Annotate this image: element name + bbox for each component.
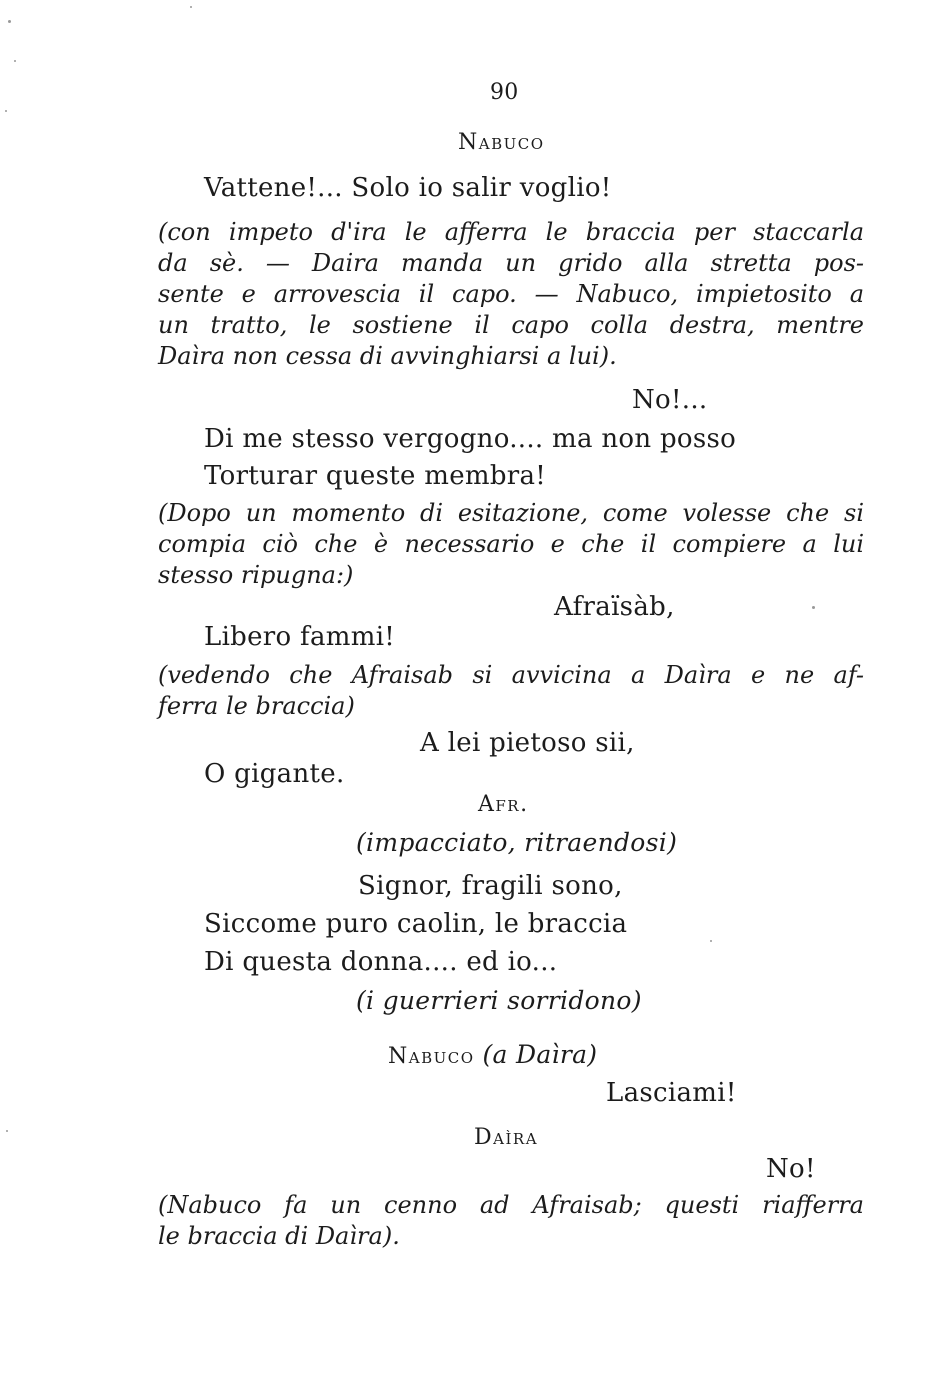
verse-line: Signor, fragili sono, (358, 871, 623, 901)
stage-direction-line: (vedendo che Afraisab si avvicina a Daìra e ne af- (158, 661, 864, 689)
stage-direction (158, 217, 864, 372)
scan-speck (14, 60, 16, 62)
verse-line: O gigante. (204, 759, 345, 789)
verse-line: Vattene!... Solo io salir voglio! (204, 173, 612, 203)
stage-direction: (impacciato, ritraendosi) (356, 828, 678, 857)
stage-direction-line: (con impeto d'ira le afferra le braccia per staccarla (158, 218, 864, 246)
verse-line: Afraïsàb, (554, 592, 675, 622)
speaker-heading: Nabuco (388, 1044, 475, 1069)
scan-speck (6, 1130, 8, 1132)
stage-direction-line: stesso ripugna:) (158, 561, 354, 589)
scan-speck (710, 940, 712, 942)
verse-line: Di me stesso vergogno.... ma non posso (204, 424, 737, 454)
scan-speck (812, 606, 815, 609)
stage-direction-line: sente e arrovescia il capo. — Nabuco, impietosito a (158, 280, 864, 308)
stage-direction-line: da sè. — Daira manda un grido alla stretta pos- (158, 249, 864, 277)
verse-line: Di questa donna.... ed io... (204, 947, 558, 977)
scan-speck (190, 6, 192, 8)
speaker-heading: Daìra (474, 1125, 539, 1150)
verse-line: No!... (632, 385, 708, 415)
verse-line: A lei pietoso sii, (420, 728, 635, 758)
speaker-line (388, 1040, 597, 1072)
verse-line: Libero fammi! (204, 622, 396, 652)
stage-direction: (i guerrieri sorridono) (356, 986, 642, 1015)
stage-direction-line: ferra le braccia) (158, 692, 355, 720)
stage-direction-line: (Dopo un momento di esitazione, come volesse che si (158, 499, 864, 527)
scan-speck (5, 110, 7, 112)
speaker-heading: Nabuco (458, 130, 545, 155)
verse-line: Torturar queste membra! (204, 461, 547, 491)
verse-line: Siccome puro caolin, le braccia (204, 909, 628, 939)
speaker-heading: Afr. (478, 792, 529, 817)
stage-direction: (a Daìra) (482, 1040, 598, 1069)
stage-direction-line: (Nabuco fa un cenno ad Afraisab; questi riafferra (158, 1191, 864, 1219)
stage-direction-line: Daìra non cessa di avvinghiarsi a lui). (158, 342, 617, 370)
page-number: 90 (490, 80, 519, 105)
stage-direction-line: compia ciò che è necessario e che il compiere a lui (158, 530, 864, 558)
stage-direction (158, 498, 864, 591)
scan-speck (8, 20, 11, 23)
stage-direction-line: le braccia di Daìra). (158, 1222, 400, 1250)
stage-direction (158, 1190, 864, 1252)
verse-line: No! (766, 1154, 816, 1184)
stage-direction-line: un tratto, le sostiene il capo colla destra, mentre (158, 311, 864, 339)
stage-direction (158, 660, 864, 722)
verse-line: Lasciami! (606, 1078, 737, 1108)
